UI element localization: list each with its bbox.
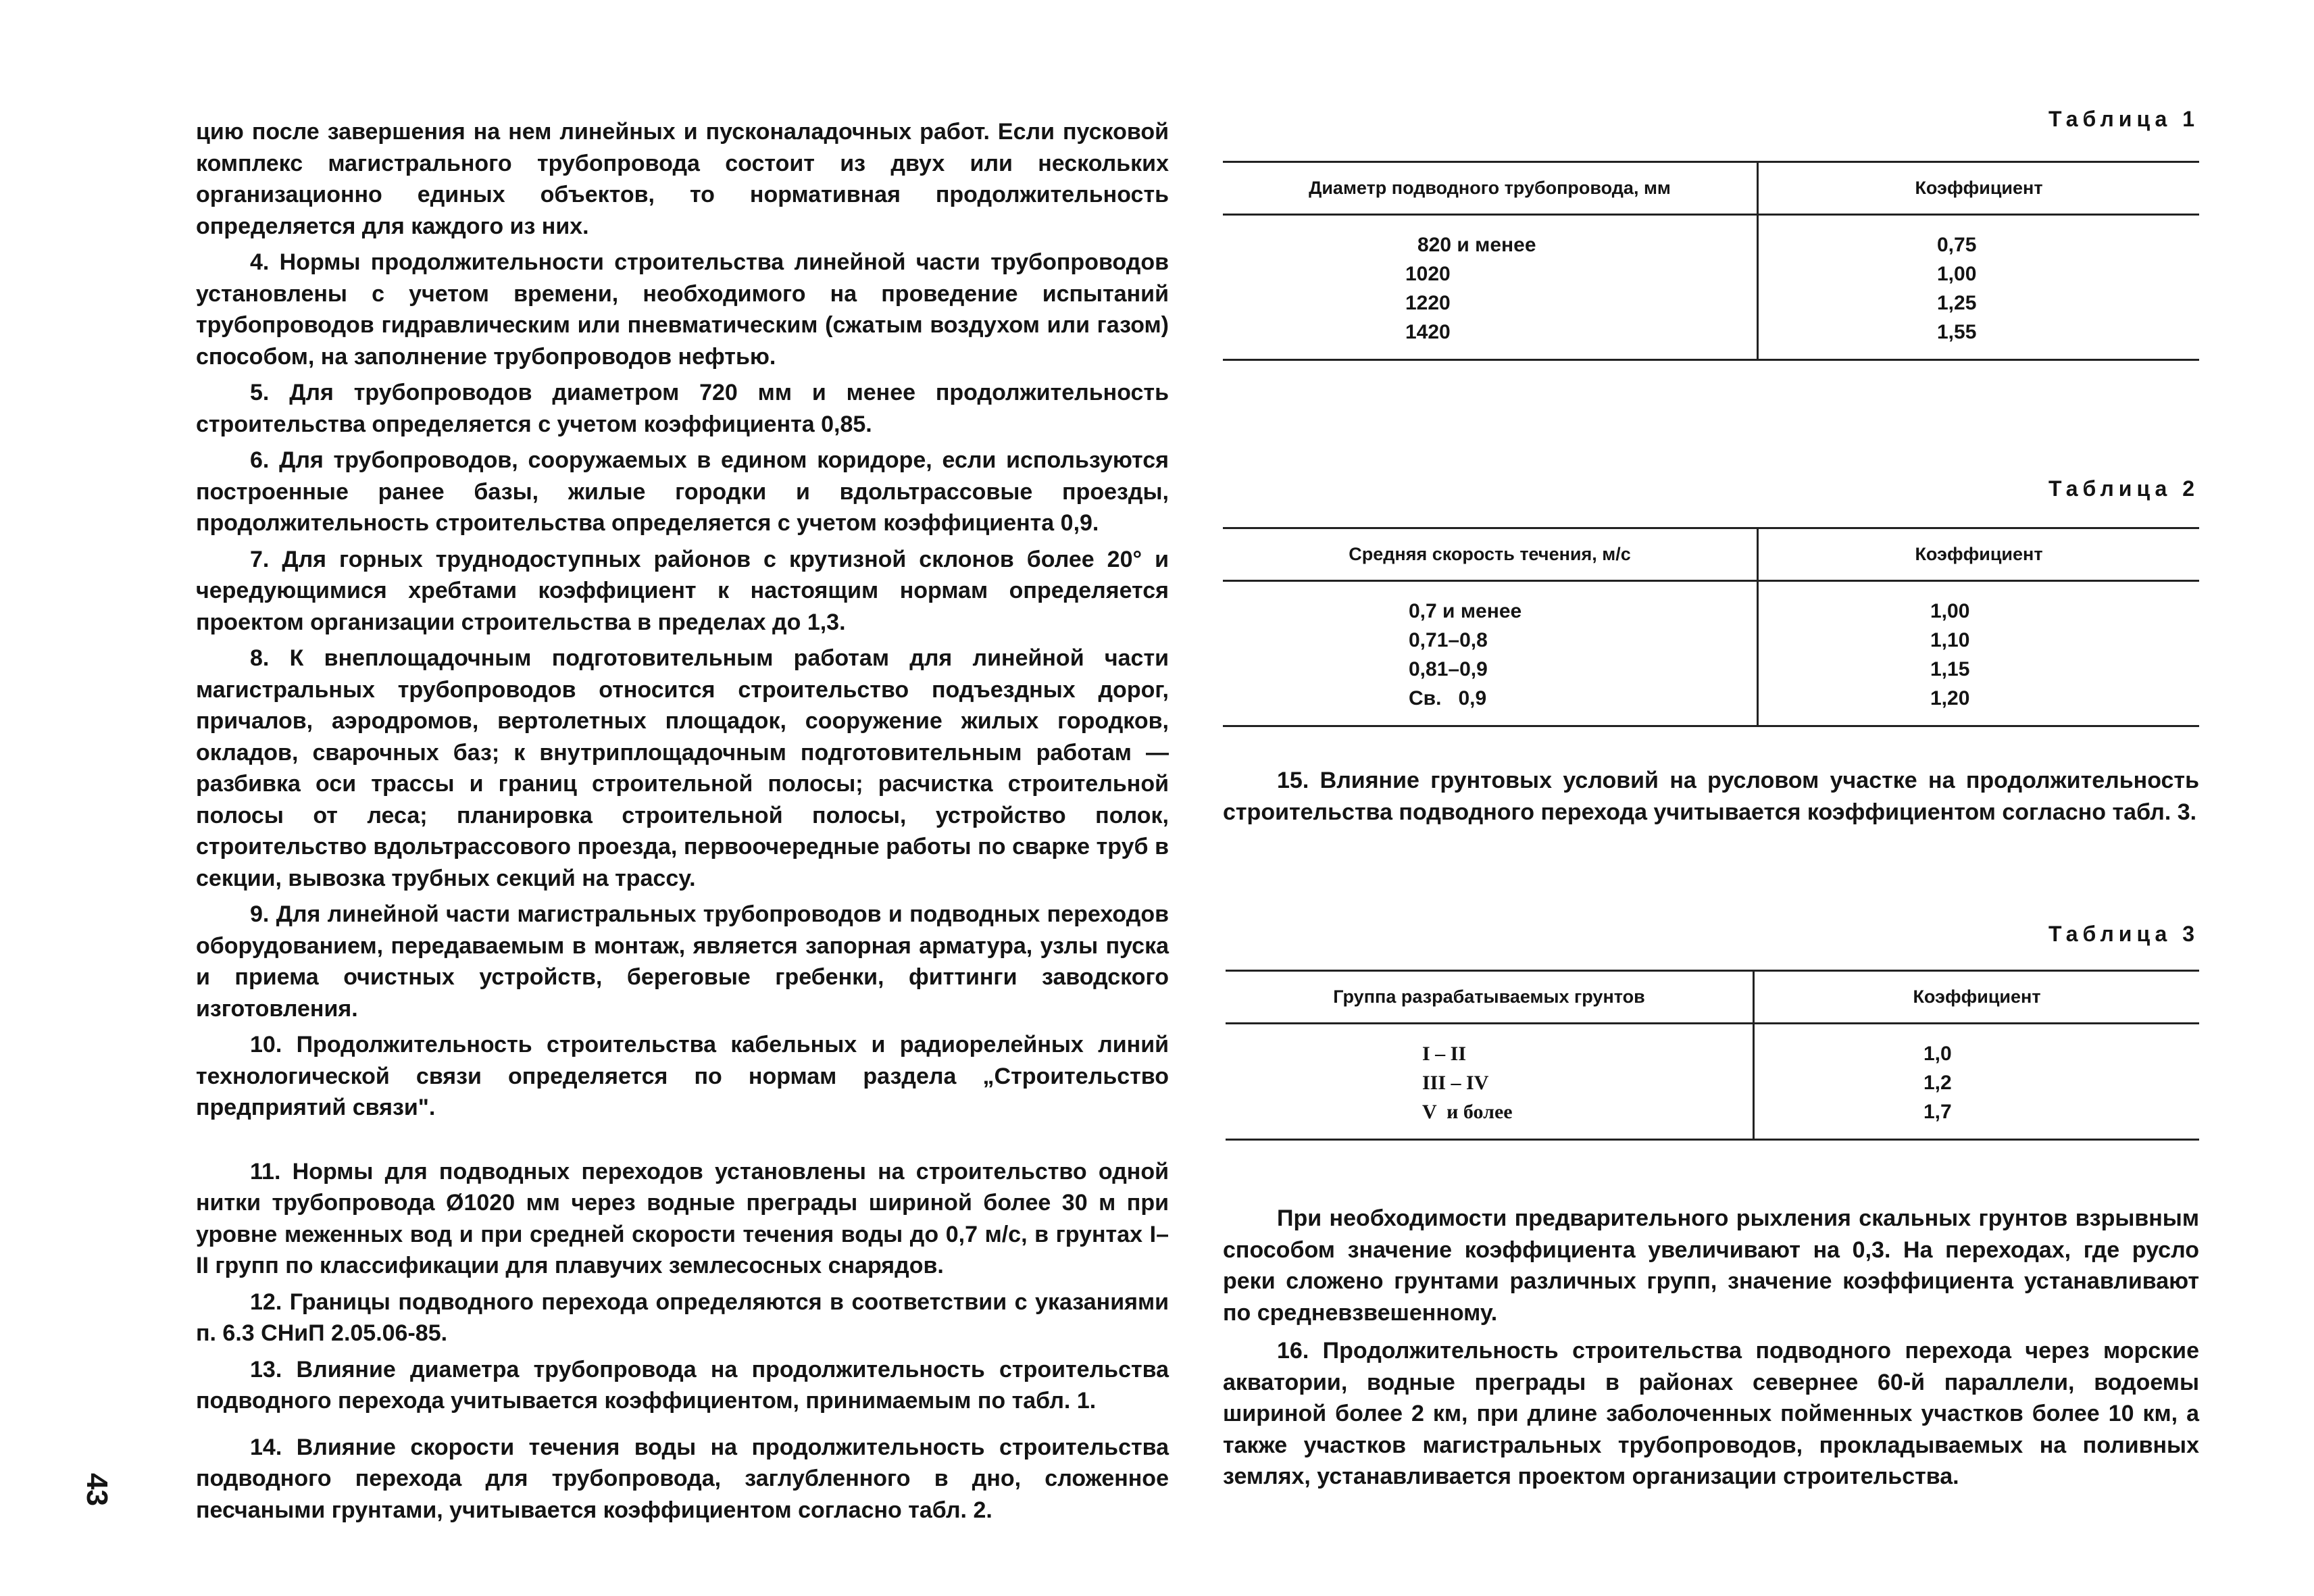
right-bottom-text: [1223, 1203, 2199, 1493]
table-3-col1-row: I – II: [1422, 1043, 1467, 1065]
table-3: [1226, 970, 2199, 1141]
paragraph-4: 4. Нормы продолжительности строительства линейной части трубопроводов установлены с учетом времени, необходимого на проведение испытаний трубопроводов гидравлическим или пневматическим (сжатым воздухом или газом) способом, на заполнение трубопроводов нефтью.: [196, 249, 1169, 370]
table-1-col2-row: 0,75: [1937, 234, 1977, 256]
table-1-header-col1: Диаметр подводного трубопровода, мм: [1223, 162, 1758, 215]
table-1-col2-row: 1,55: [1937, 321, 1977, 343]
paragraph-note: При необходимости предварительного рыхления скальных грунтов взрывным способом значение коэффициента увеличивают на 0,3. На переходах, где русло реки сложено грунтами различных групп, значение коэффициента устанавливают по средневзвешенному.: [1223, 1205, 2199, 1326]
paragraph-11: 11. Нормы для подводных переходов установлены на строительство одной нитки трубопровода Ø1020 мм через водные преграды шириной более 30 м при уровне меженных вод и при средней скорости течения воды до 0,7 м/с, в грунтах I–II групп по классификации для плавучих землесосных снарядов.: [196, 1158, 1169, 1278]
table-1-col1-row: 1020: [1405, 263, 1451, 285]
table-3-col1-row: V и более: [1422, 1101, 1513, 1123]
paragraph-15: 15. Влияние грунтовых условий на русловом участке на продолжительность строительства подводного перехода учитывается коэффициентом согласно табл. 3.: [1223, 768, 2199, 825]
table-1-col1-row: 820 и менее: [1417, 234, 1536, 256]
table-2-col1-row: 0,71–0,8: [1409, 629, 1488, 651]
table-2-col1-row: Св. 0,9: [1409, 687, 1487, 709]
table-1-col2-row: 1,25: [1937, 292, 1977, 314]
page-number: 43: [80, 1473, 114, 1506]
paragraph-9: 9. Для линейной части магистральных трубопроводов и подводных переходов оборудованием, передаваемым в монтаж, является запорная арматура, узлы пуска и приема очистных устройств, береговые гребенки, фиттинги заводского изготовления.: [196, 901, 1169, 1022]
table-2-col2-cell: [1758, 581, 2200, 726]
table-2-col1-cell: [1223, 581, 1758, 726]
table-1-col1-row: 1420: [1405, 321, 1451, 343]
paragraph-6: 6. Для трубопроводов, сооружаемых в едином коридоре, если используются построенные ранее базы, жилые городки и вдольтрассовые проезды, продолжительность строительства определяется с учетом коэффициента 0,9.: [196, 447, 1169, 536]
paragraph-16: 16. Продолжительность строительства подводного перехода через морские акватории, водные преграды в районах севернее 60-й параллели, водоемы шириной более 2 км, при длине заболоченных пойменных участков более 10 км, а также участков магистральных трубопроводов, прокладываемых на поливных землях, устанавливается проектом организации строительства.: [1223, 1338, 2199, 1489]
paragraph-continuation: цию после завершения на нем линейных и пусконаладочных работ. Если пусковой комплекс магистрального трубопровода состоит из двух или нескольких организационно единых объектов, то нормативная продолжительность определяется для каждого из них.: [196, 119, 1169, 239]
table-3-caption: Таблица 3: [2048, 922, 2199, 946]
table-3-col1-row: III – IV: [1422, 1072, 1489, 1094]
table-2-col1-row: 0,7 и менее: [1409, 600, 1522, 622]
table-2-col2-row: 1,10: [1930, 629, 1970, 651]
table-2-col2-row: 1,00: [1930, 600, 1970, 622]
table-2-col1-row: 0,81–0,9: [1409, 658, 1488, 680]
table-3-col2-row: 1,2: [1923, 1072, 1952, 1094]
table-3-col2-row: 1,0: [1923, 1043, 1952, 1065]
table-1-caption: Таблица 1: [2048, 107, 2199, 131]
paragraph-14: 14. Влияние скорости течения воды на продолжительность строительства подводного перехода для трубопровода, заглубленного в дно, сложенное песчаными грунтами, учитывается коэффициентом согласно табл. 2.: [196, 1434, 1169, 1523]
table-1-col2-cell: [1758, 215, 2200, 360]
table-1-header-col2: Коэффициент: [1758, 162, 2200, 215]
table-1-col2-row: 1,00: [1937, 263, 1977, 285]
paragraph-15-block: [1223, 765, 2199, 828]
table-3-col2-cell: [1754, 1024, 2200, 1140]
table-3-col1-cell: [1226, 1024, 1754, 1140]
table-1-col1-cell: [1223, 215, 1758, 360]
table-3-header-col1: Группа разрабатываемых грунтов: [1226, 971, 1754, 1024]
paragraph-8: 8. К внеплощадочным подготовительным работам для линейной части магистральных трубопроводов относится строительство подъездных дорог, причалов, аэродромов, вертолетных площадок, сооружение жилых городков, окладов, сварочных баз; к внутриплощадочным подготовительным работам — разбивка оси трассы и границ строительной полосы; расчистка строительной полосы от леса; планировка строительной полосы, устройство полок, строительство вдольтрассового проезда, первоочередные работы по сварке труб в секции, вывозка трубных секций на трассу.: [196, 645, 1169, 891]
table-1-col1-row: 1220: [1405, 292, 1451, 314]
table-3-header-col2: Коэффициент: [1754, 971, 2200, 1024]
table-2-col2-row: 1,20: [1930, 687, 1970, 709]
paragraph-10: 10. Продолжительность строительства кабельных и радиорелейных линий технологической связи определяется по нормам раздела „Строительство предприятий связи".: [196, 1032, 1169, 1120]
paragraph-13: 13. Влияние диаметра трубопровода на продолжительность строительства подводного перехода учитывается коэффициентом, принимаемым по табл. 1.: [196, 1356, 1169, 1414]
left-column: [196, 116, 1169, 1526]
paragraph-12: 12. Границы подводного перехода определяются в соответствии с указаниями п. 6.3 СНиП 2.05.06-85.: [196, 1289, 1169, 1346]
paragraph-7: 7. Для горных труднодоступных районов с крутизной склонов более 20° и чередующимися хребтами коэффициент к настоящим нормам определяется проектом организации строительства в пределах до 1,3.: [196, 546, 1169, 635]
paragraph-5: 5. Для трубопроводов диаметром 720 мм и менее продолжительность строительства определяется с учетом коэффициента 0,85.: [196, 380, 1169, 437]
table-2-header-col1: Средняя скорость течения, м/с: [1223, 528, 1758, 581]
table-2-header-col2: Коэффициент: [1758, 528, 2200, 581]
table-2: [1223, 527, 2199, 727]
table-2-col2-row: 1,15: [1930, 658, 1970, 680]
table-1: [1223, 161, 2199, 361]
table-3-col2-row: 1,7: [1923, 1101, 1952, 1123]
table-2-caption: Таблица 2: [2048, 476, 2199, 501]
